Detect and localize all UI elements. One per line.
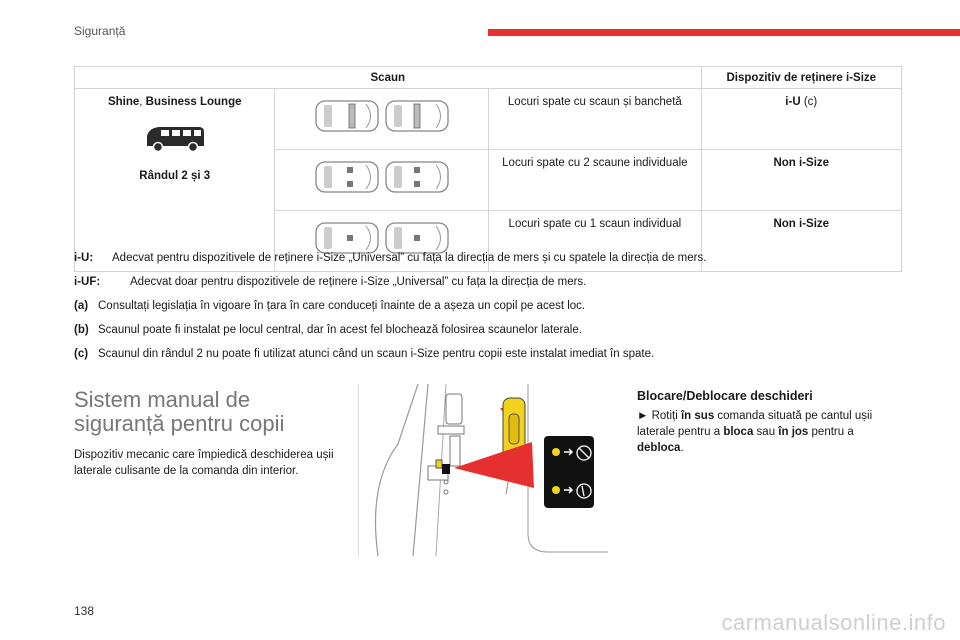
row-value: i-U (c): [701, 89, 901, 150]
table-header-row: [75, 67, 902, 89]
row-desc: Locuri spate cu scaun și banchetă: [489, 89, 701, 150]
definition-item: i-U: Adecvat pentru dispozitivele de reținere i-Size „Universal” cu fața la direcția de mers și cu spatele la direcția de mers.: [74, 252, 707, 264]
section-header: Siguranță: [74, 24, 126, 38]
car-2-seats-layout-icon: [314, 159, 380, 195]
definition-item: (a) Consultați legislația în vigoare în țara în care conduceți înainte de a așeza un copil pe acest loc.: [74, 300, 586, 312]
model-name-2: Business Lounge: [145, 96, 242, 108]
lock-subtitle: Blocare/Deblocare deschideri: [637, 389, 813, 403]
car-2-seats-layout-icon: [384, 159, 450, 195]
layout-cell-bench: [275, 89, 489, 150]
definition-item: (c) Scaunul din rândul 2 nu poate fi utilizat atunci când un scaun i-Size pentru copii este instalat imediat în spate.: [74, 348, 655, 360]
row-desc: Locuri spate cu 1 scaun individual: [489, 211, 701, 272]
child-lock-diagram: [358, 384, 608, 556]
van-icon: [143, 124, 207, 154]
definition-item: (b) Scaunul poate fi instalat pe locul central, dar în acest fel blochează folosirea scaunelor laterale.: [74, 324, 582, 336]
section-title-line1: Sistem manual de: [74, 387, 251, 412]
model-cell: [75, 89, 275, 272]
section-title-line2: siguranță pentru copii: [74, 411, 285, 436]
page-number: 138: [74, 604, 95, 618]
header-device: Dispozitiv de reținere i-Size: [701, 67, 901, 89]
header-accent-bar: [488, 29, 960, 36]
car-bench-layout-icon: [314, 98, 380, 134]
watermark: carmanualsonline.info: [721, 610, 946, 635]
definition-item: i-UF: Adecvat doar pentru dispozitivele de reținere i-Size „Universal” cu fața la direcția de mers.: [74, 276, 587, 288]
table-row: [75, 89, 902, 150]
child-seat-table: [74, 66, 902, 272]
car-1-seat-layout-icon: [384, 220, 450, 256]
row-value: Non i-Size: [701, 211, 901, 272]
model-name-1: Shine: [107, 96, 140, 108]
model-separator: ,: [139, 96, 146, 108]
car-1-seat-layout-icon: [314, 220, 380, 256]
lock-instructions: ► Rotiți în sus comanda situată pe cantul ușii laterale pentru a bloca sau în jos pentru a debloca.: [637, 410, 873, 454]
row-value: Non i-Size: [701, 150, 901, 211]
section-description: Dispozitiv mecanic care împiedică deschiderea ușii laterale culisante de la comanda din interior.: [74, 449, 334, 477]
header-seat: Scaun: [75, 67, 702, 89]
layout-cell-2-seats: [275, 150, 489, 211]
row-desc: Locuri spate cu 2 scaune individuale: [489, 150, 701, 211]
section-title: [74, 388, 284, 436]
car-bench-layout-icon: [384, 98, 450, 134]
rows-label: Rândul 2 și 3: [139, 170, 211, 182]
